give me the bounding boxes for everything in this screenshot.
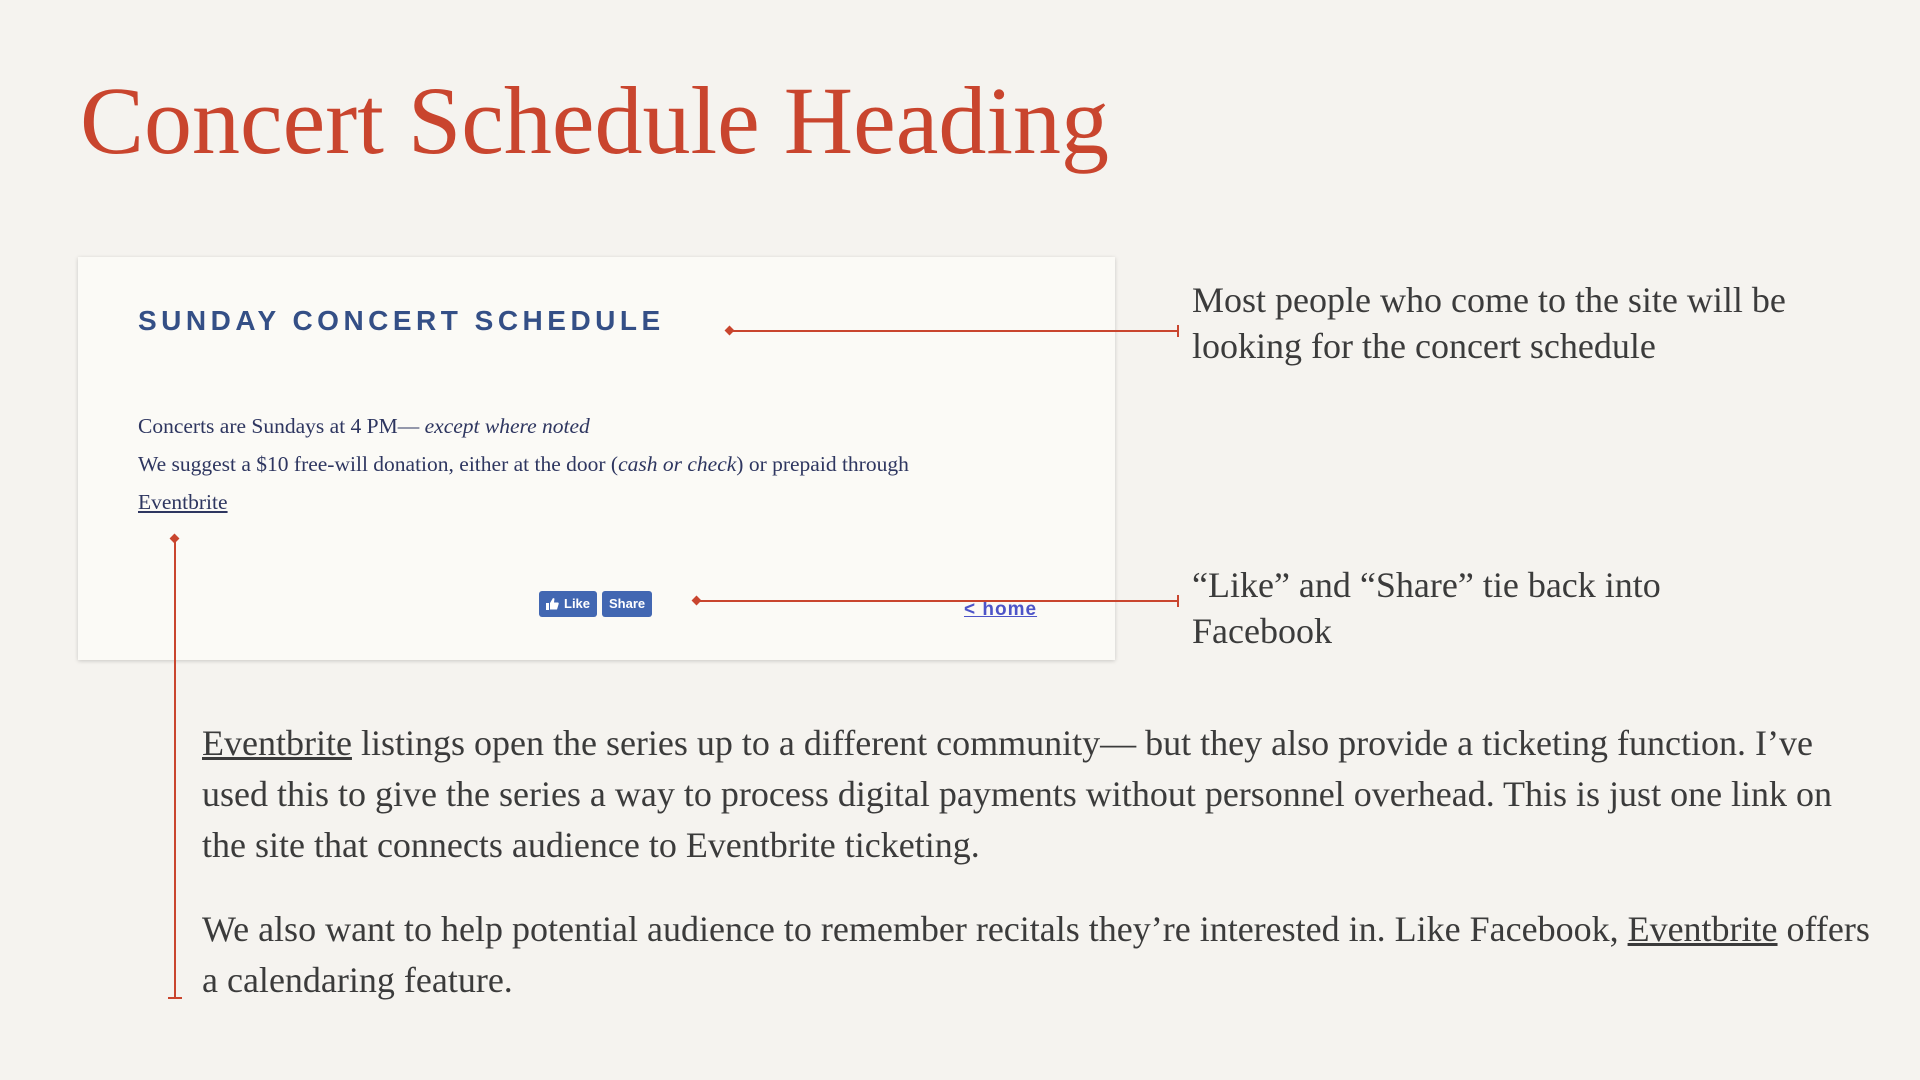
- eventbrite-term-1: Eventbrite: [202, 723, 352, 763]
- concert-time-exception: except where noted: [424, 414, 590, 438]
- eventbrite-paragraph-2-text: We also want to help potential audience to remember recitals they’re interested in. Like Facebook,: [202, 909, 1628, 949]
- eventbrite-term-2: Eventbrite: [1627, 909, 1778, 949]
- donation-payment-methods: cash or check: [618, 452, 737, 476]
- donation-text-after: ) or prepaid through: [736, 452, 909, 476]
- donation-text-before: We suggest a $10 free-will donation, either at the door (: [138, 452, 619, 476]
- eventbrite-link[interactable]: Eventbrite: [138, 490, 228, 514]
- schedule-pointer-dot: [725, 326, 735, 336]
- schedule-heading: SUNDAY CONCERT SCHEDULE: [138, 305, 665, 336]
- concert-time-text: Concerts are Sundays at 4 PM—: [138, 414, 425, 438]
- eventbrite-paragraph-1: [202, 718, 1882, 871]
- eventbrite-paragraph-2-end: offers a calendaring feature.: [202, 909, 1870, 1000]
- schedule-annotation: Most people who come to the site will be looking for the concert schedule: [1192, 280, 1786, 366]
- eventbrite-explanation: [202, 718, 1882, 1039]
- like-label: Like: [564, 596, 591, 611]
- share-label: Share: [609, 596, 646, 611]
- home-link[interactable]: < home: [964, 599, 1038, 620]
- facebook-pointer-dot: [692, 596, 702, 606]
- slide-title: Concert Schedule Heading: [80, 67, 1109, 174]
- eventbrite-paragraph-2: [202, 904, 1882, 1006]
- facebook-annotation: “Like” and “Share” tie back into Facebook: [1192, 565, 1661, 651]
- eventbrite-pointer-dot: [170, 534, 180, 544]
- eventbrite-paragraph-1-text: listings open the series up to a different community— but they also provide a ticketing function. I’ve used this to give the series a way to process digital payments without personnel overhead. This is just one link on the site that connects audience to Eventbrite ticketing.: [202, 723, 1833, 865]
